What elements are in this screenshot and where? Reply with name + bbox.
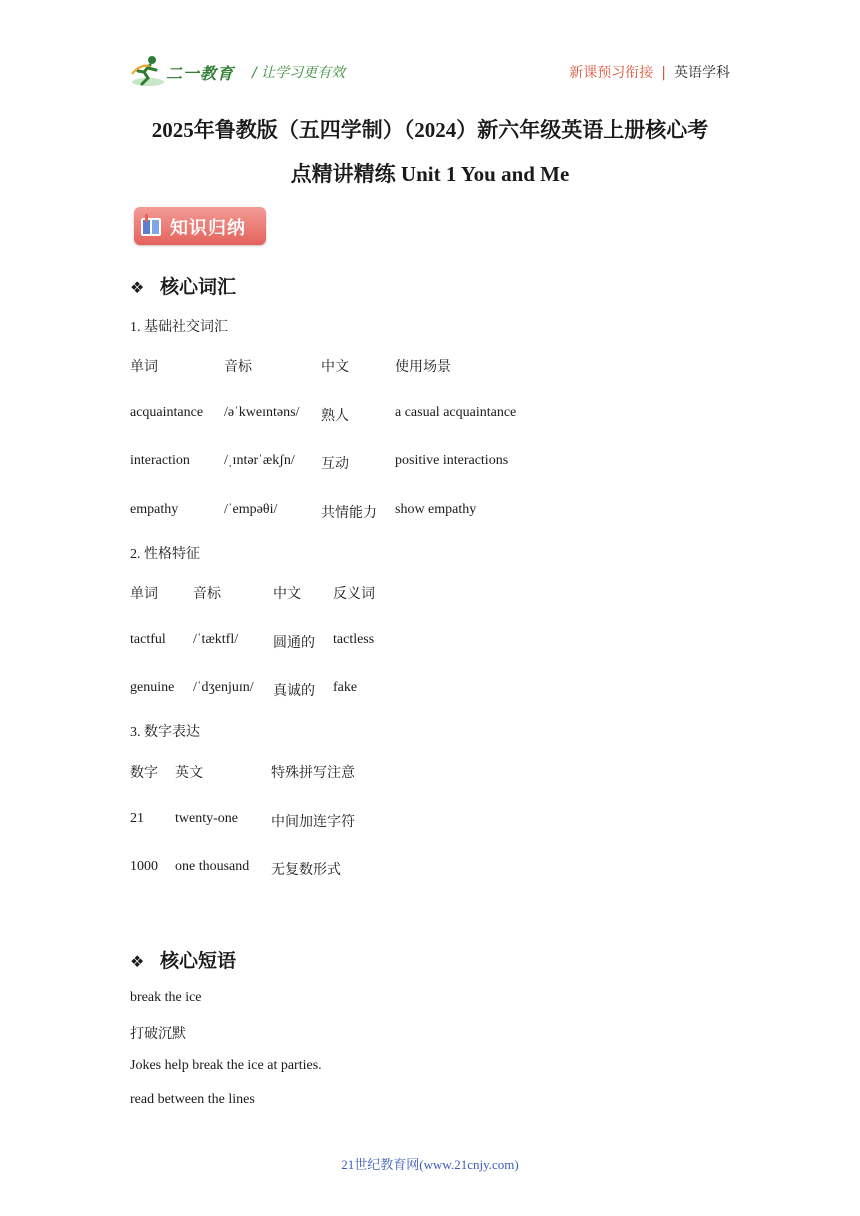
table-row [130, 859, 381, 908]
table-cell: 1000 [130, 859, 158, 874]
badge-label: 知识归纳 [170, 218, 246, 239]
table-cell: 互动 [321, 457, 349, 472]
table-cell: /ˈtæktfl/ [193, 631, 239, 647]
table-row [130, 453, 555, 502]
vocab-table-traits [130, 583, 393, 729]
table-header-row [130, 356, 555, 405]
table-cell: 中间加连字符 [271, 814, 355, 830]
section-title: 核心词汇 [160, 276, 237, 298]
diamond-bullet-icon: ❖ [130, 278, 145, 297]
table-cell: tactless [333, 631, 375, 647]
phrase-line: read between the lines [130, 1092, 255, 1107]
book-icon [140, 214, 162, 238]
vocab-table-social [130, 356, 555, 550]
runner-logo-icon [130, 54, 166, 88]
page-header [130, 54, 730, 90]
table-row [130, 811, 381, 860]
table-header-row [130, 583, 393, 632]
section-title: 核心短语 [160, 950, 237, 972]
table-cell: 反义词 [333, 587, 375, 602]
table-cell: 数字 [130, 766, 158, 781]
table-cell: a casual acquaintance [395, 404, 517, 420]
table-cell: show empathy [395, 501, 477, 517]
table-cell: genuine [130, 680, 175, 695]
table-cell: 单词 [130, 587, 158, 602]
logo [130, 54, 240, 88]
table-cell: 使用场景 [395, 360, 451, 375]
table-cell: empathy [130, 501, 179, 517]
table-cell: one thousand [175, 859, 250, 874]
table-cell: interaction [130, 453, 190, 468]
table-cell: 真诚的 [273, 684, 315, 699]
table-cell: /ˌɪntərˈækʃn/ [224, 453, 295, 468]
table-cell: /əˈkweɪntəns/ [224, 404, 300, 420]
document-title-line-1: 2025年鲁教版（五四学制）（2024）新六年级英语上册核心考 [151, 118, 709, 142]
header-subject-label: 英语学科 [674, 65, 730, 81]
table-cell: positive interactions [395, 453, 509, 468]
table-cell: 音标 [193, 587, 221, 602]
table-cell: 中文 [321, 360, 349, 375]
table-cell: 圆通的 [273, 635, 315, 651]
table-cell: 无复数形式 [271, 863, 341, 878]
table-cell: 21 [130, 810, 144, 826]
header-course-label: 新课预习衔接 [569, 65, 654, 81]
phrase-line: 打破沉默 [130, 1027, 186, 1042]
subheading-social-vocab: 1. 基础社交词汇 [130, 320, 228, 335]
table-cell: 中文 [273, 587, 301, 602]
table-header-row [130, 762, 381, 811]
table-cell: 熟人 [321, 408, 349, 424]
header-separator: | [661, 65, 666, 81]
table-cell: twenty-one [175, 810, 238, 826]
phrase-line: Jokes help break the ice at parties. [130, 1058, 322, 1073]
table-cell: fake [333, 680, 358, 695]
section-heading-core-vocab [130, 272, 236, 299]
page-footer: 21世纪教育网(www.21cnjy.com) [341, 1157, 519, 1172]
vocab-table-numbers [130, 762, 381, 908]
table-cell: 单词 [130, 360, 158, 375]
subheading-number-expressions: 3. 数字表达 [130, 725, 200, 740]
section-heading-core-phrases [130, 946, 236, 973]
diamond-bullet-icon: ❖ [130, 952, 145, 971]
table-cell: tactful [130, 631, 166, 647]
phrase-line: break the ice [130, 990, 202, 1005]
subheading-personality-traits: 2. 性格特征 [130, 547, 200, 562]
table-cell: 音标 [224, 360, 252, 375]
header-right [569, 62, 730, 82]
table-row [130, 632, 393, 681]
table-cell: /ˈdʒenjuɪn/ [193, 680, 254, 695]
table-cell: 英文 [175, 766, 203, 781]
table-row [130, 405, 555, 454]
logo-text: 二一教育 [166, 64, 235, 83]
table-cell: /ˈempəθi/ [224, 501, 278, 517]
table-cell: acquaintance [130, 404, 204, 420]
knowledge-summary-badge [134, 207, 266, 245]
table-cell: 特殊拼写注意 [271, 766, 355, 781]
document-title-line-2: 点精讲精练 Unit 1 You and Me [290, 162, 570, 186]
table-cell: 共情能力 [321, 505, 377, 521]
slogan: / 让学习更有效 [252, 65, 346, 81]
